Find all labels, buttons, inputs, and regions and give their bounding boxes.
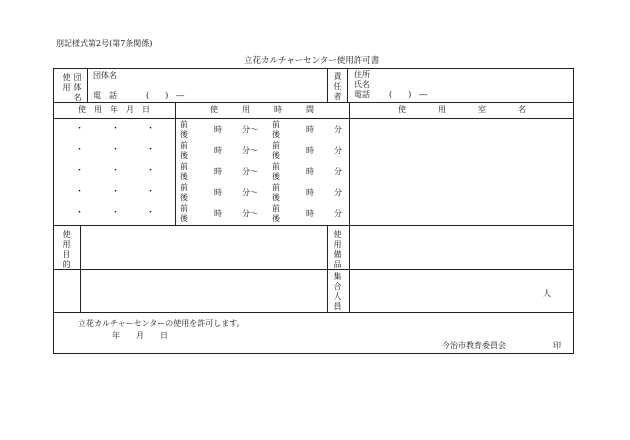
end-hour: 時 xyxy=(306,188,314,197)
start-pm: 後 xyxy=(180,172,188,181)
end-minute: 分 xyxy=(334,125,342,134)
date-dot: ・ xyxy=(111,166,121,176)
start-hour: 時 xyxy=(214,146,222,155)
end-am: 前 xyxy=(272,120,280,129)
rule-applicant-bottom xyxy=(53,102,574,103)
start-minute: 分～ xyxy=(242,209,258,218)
start-am: 前 xyxy=(180,183,188,192)
rule-purpose-label xyxy=(80,225,81,312)
end-pm: 後 xyxy=(272,130,280,139)
start-hour: 時 xyxy=(214,188,222,197)
rule-date-right xyxy=(175,102,176,225)
end-pm: 後 xyxy=(272,214,280,223)
end-pm: 後 xyxy=(272,193,280,202)
applicant-label-group: 団体名 xyxy=(73,73,82,102)
rule-responsible-left xyxy=(327,68,328,102)
end-minute: 分 xyxy=(334,167,342,176)
date-dot: ・ xyxy=(75,124,85,134)
rule-schedule-bottom xyxy=(53,225,574,226)
start-minute: 分～ xyxy=(242,125,258,134)
applicant-label-use: 使用 xyxy=(62,73,71,92)
date-dot: ・ xyxy=(75,187,85,197)
end-hour: 時 xyxy=(306,167,314,176)
start-am: 前 xyxy=(180,162,188,171)
date-dot: ・ xyxy=(111,145,121,155)
end-minute: 分 xyxy=(334,146,342,155)
date-dot: ・ xyxy=(111,124,121,134)
end-pm: 後 xyxy=(272,151,280,160)
start-am: 前 xyxy=(180,120,188,129)
rule-responsible-right xyxy=(347,68,348,102)
date-dot: ・ xyxy=(111,208,121,218)
start-hour: 時 xyxy=(214,209,222,218)
responsible-phone-format: ( ) ― xyxy=(389,90,428,99)
start-minute: 分～ xyxy=(242,188,258,197)
start-am: 前 xyxy=(180,204,188,213)
responsible-phone-label: 電話 xyxy=(354,90,370,99)
permission-text: 立花カルチャーセンターの使用を許可します。 xyxy=(78,319,245,328)
date-dot: ・ xyxy=(146,124,156,134)
end-am: 前 xyxy=(272,204,280,213)
end-am: 前 xyxy=(272,183,280,192)
end-minute: 分 xyxy=(334,188,342,197)
attendance-label: 集合人員 xyxy=(333,272,342,311)
form-number: 別記様式第2号(第7条関係) xyxy=(56,39,153,48)
end-am: 前 xyxy=(272,141,280,150)
start-pm: 後 xyxy=(180,130,188,139)
end-hour: 時 xyxy=(306,125,314,134)
usage-time-header: 使 用 時 間 xyxy=(210,105,314,114)
start-pm: 後 xyxy=(180,151,188,160)
end-pm: 後 xyxy=(272,172,280,181)
date-dot: ・ xyxy=(146,208,156,218)
applicant-phone-label: 電 話 xyxy=(93,91,117,100)
name-label: 氏名 xyxy=(354,80,370,89)
date-dot: ・ xyxy=(146,187,156,197)
rule-purpose-bottom xyxy=(53,269,574,270)
start-hour: 時 xyxy=(214,167,222,176)
permission-date: 年 月 日 xyxy=(112,331,168,340)
usage-date-header: 使 用 年 月 日 xyxy=(78,105,150,114)
start-minute: 分～ xyxy=(242,167,258,176)
rule-time-right xyxy=(349,102,350,225)
issuer-name: 今治市教育委員会 xyxy=(442,341,506,350)
usage-room-header: 使 用 室 名 xyxy=(398,105,526,114)
start-pm: 後 xyxy=(180,214,188,223)
group-name-label: 団体名 xyxy=(93,71,117,80)
end-hour: 時 xyxy=(306,146,314,155)
rule-attendance-bottom xyxy=(53,312,574,313)
end-am: 前 xyxy=(272,162,280,171)
rule-applicant-label xyxy=(87,68,88,102)
end-minute: 分 xyxy=(334,209,342,218)
date-dot: ・ xyxy=(146,145,156,155)
start-am: 前 xyxy=(180,141,188,150)
date-dot: ・ xyxy=(146,166,156,176)
date-dot: ・ xyxy=(75,145,85,155)
address-label: 住所 xyxy=(354,70,370,79)
equipment-label: 使用備品 xyxy=(333,230,342,269)
date-dot: ・ xyxy=(75,166,85,176)
start-minute: 分～ xyxy=(242,146,258,155)
date-dot: ・ xyxy=(75,208,85,218)
rule-equipment-left xyxy=(327,225,328,312)
attendance-unit: 人 xyxy=(543,289,551,298)
page-title: 立花カルチャーセンター使用許可書 xyxy=(244,56,380,66)
responsible-label: 責任者 xyxy=(333,72,342,101)
seal-mark: 印 xyxy=(553,341,561,350)
date-dot: ・ xyxy=(111,187,121,197)
applicant-phone-format: ( ) ― xyxy=(146,91,185,100)
start-hour: 時 xyxy=(214,125,222,134)
start-pm: 後 xyxy=(180,193,188,202)
purpose-label: 使用目的 xyxy=(62,230,71,269)
end-hour: 時 xyxy=(306,209,314,218)
rule-header-bottom xyxy=(53,118,574,119)
rule-equipment-right xyxy=(349,225,350,312)
